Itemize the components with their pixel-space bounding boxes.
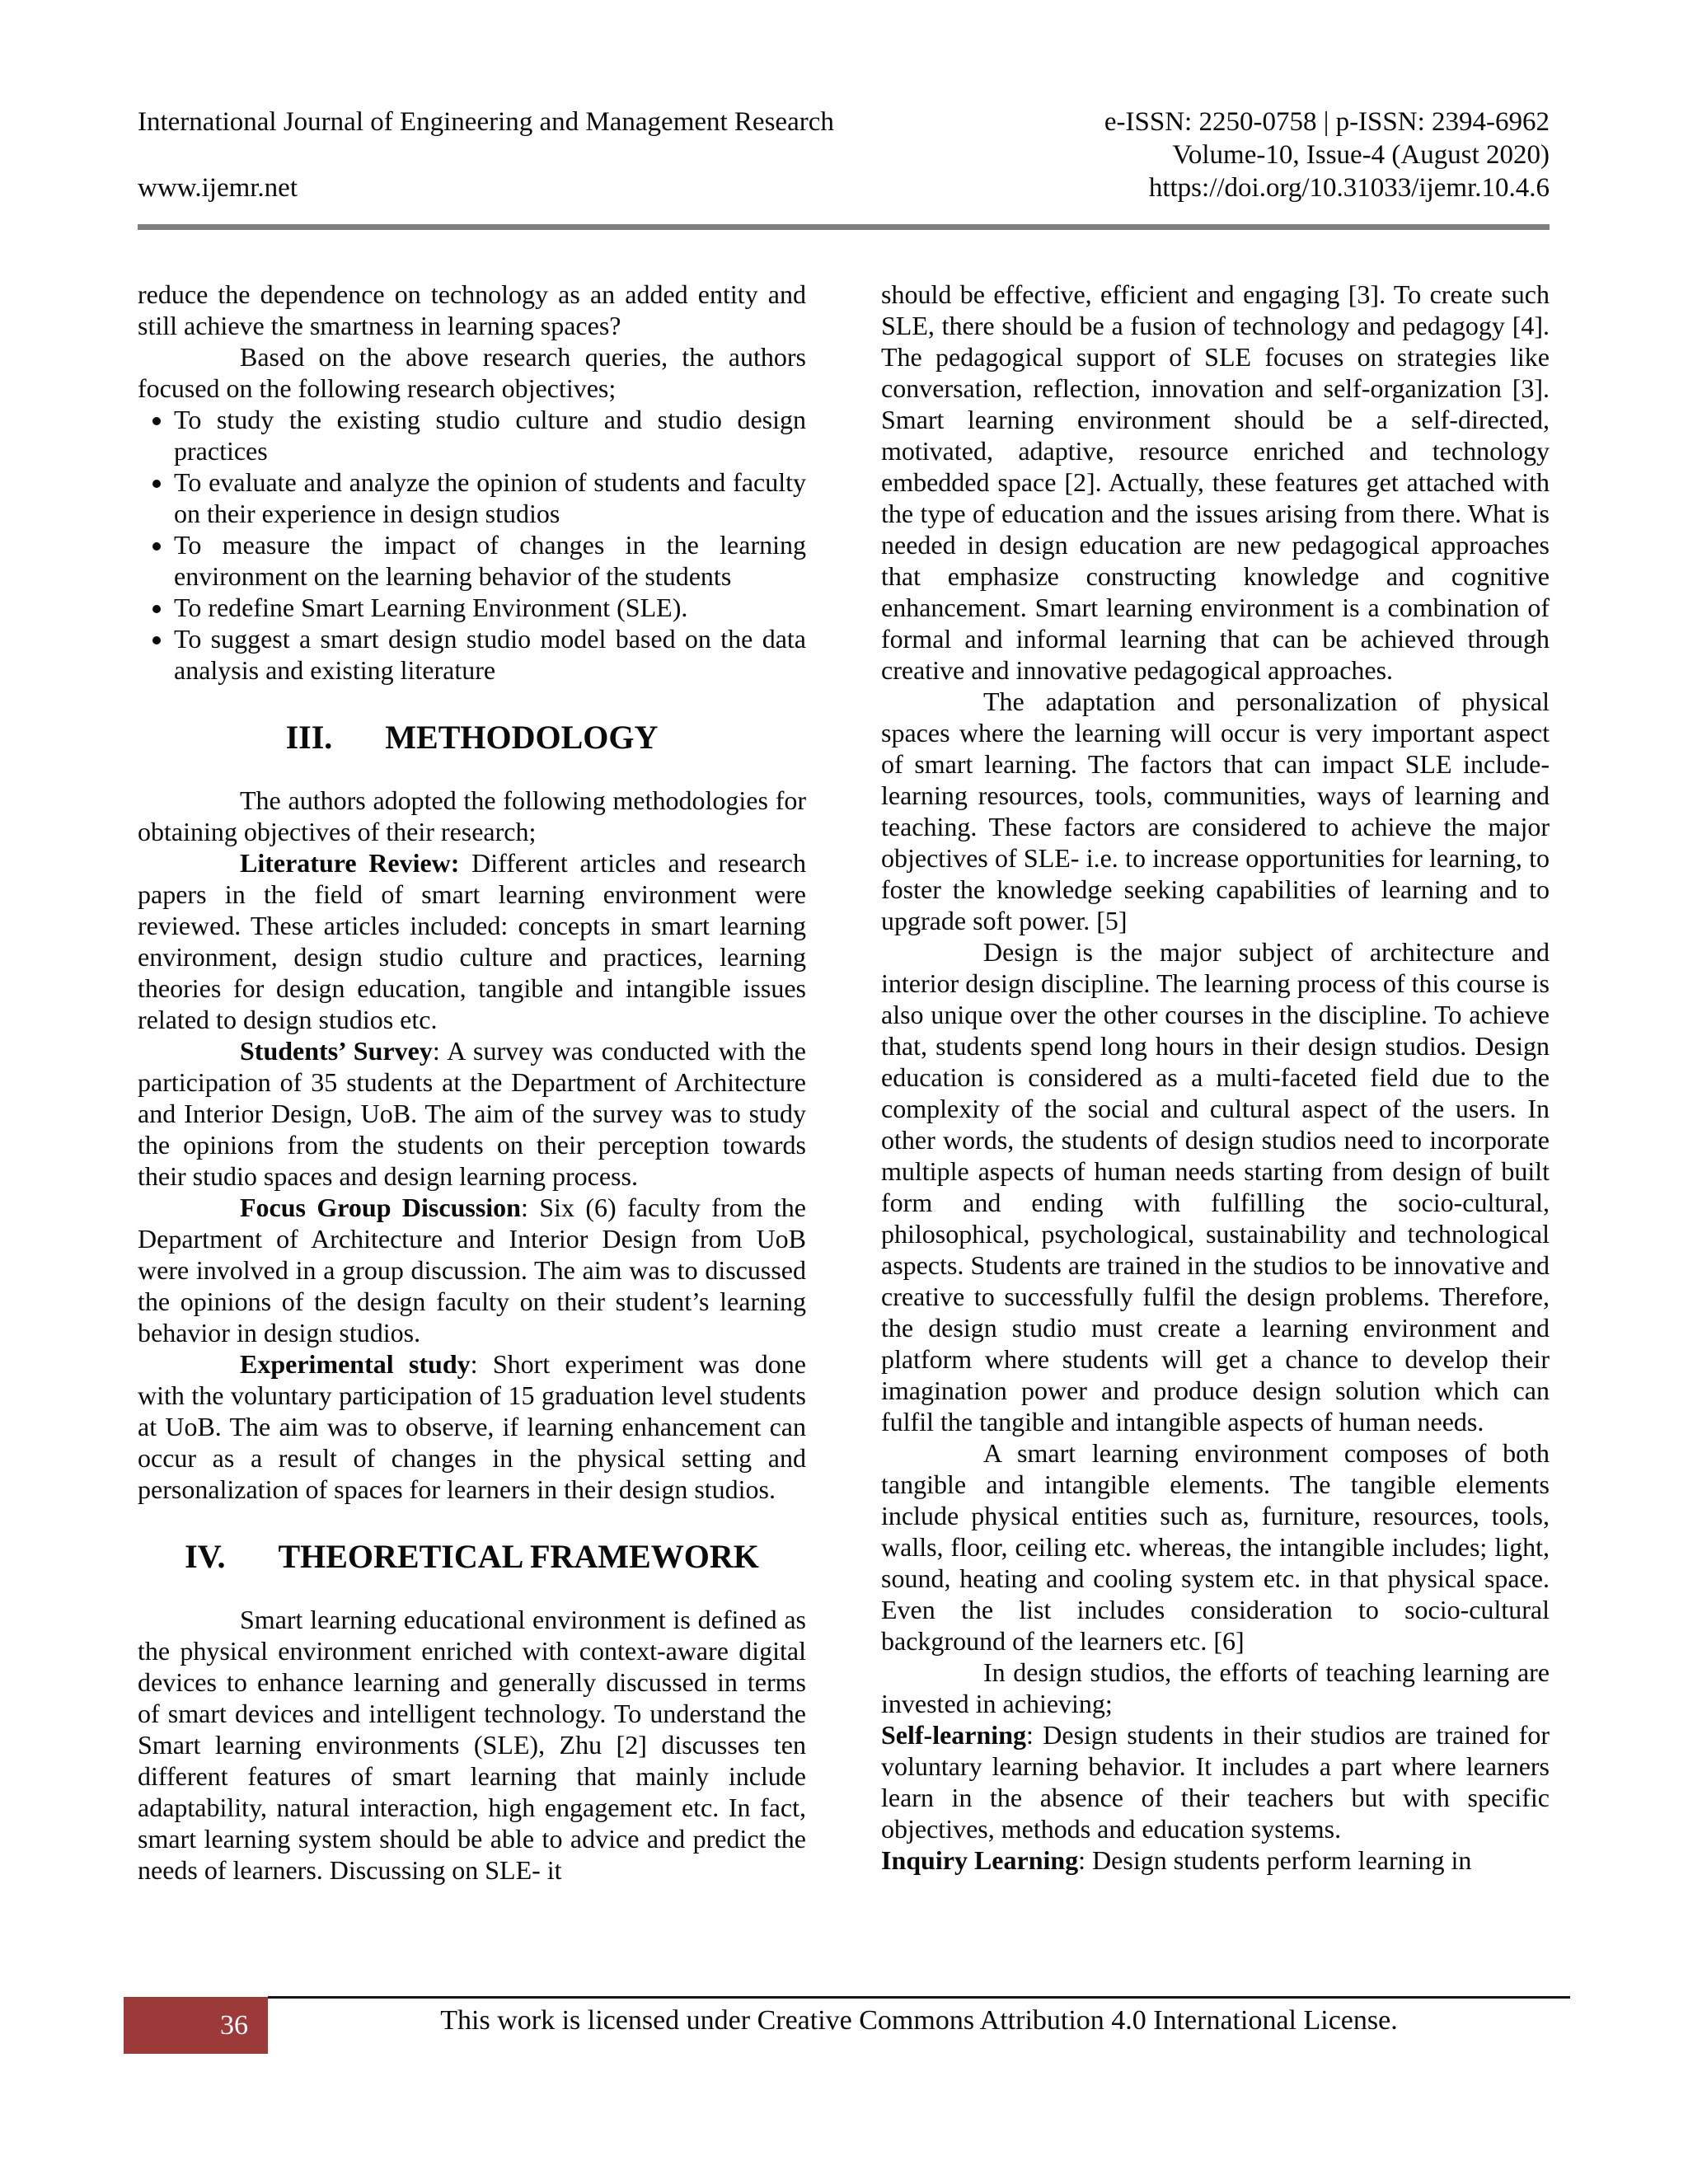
run-in-lead: Experimental study — [240, 1349, 471, 1379]
paragraph-adaptation: The adaptation and personalization of physical spaces where the learning will occur is very important aspect of smart learning. The factors that can impact SLE include- learning resources, tools, communities, ways of learning and teaching. These factors are considered to achieve the major objectives of SLE- i.e. to increase opportunities for learning, to foster the knowledge seeking capabilities of learning and to upgrade soft power. [5] — [881, 687, 1550, 935]
list-item: • To measure the impact of changes in the learning environment on the learning behavior of the students — [174, 529, 806, 592]
section-heading-methodology — [138, 719, 806, 757]
header-rule — [138, 224, 1550, 230]
section-heading-theoretical-framework — [138, 1538, 806, 1576]
left-column — [138, 279, 806, 1886]
section-title: THEORETICAL FRAMEWORK — [278, 1538, 759, 1575]
paragraph-tangible-intangible: A smart learning environment composes of both tangible and intangible elements. The tangible elements include physical entities such as, furniture, resources, tools, walls, floor, ceiling etc. whereas, the intangible includes; light, sound, heating and cooling system etc. in that physical space. Even the list includes consideration to socio-cultural background of the learners etc. [6] — [881, 1438, 1550, 1656]
right-column — [881, 279, 1550, 1886]
section-numeral: IV. — [185, 1538, 226, 1575]
journal-name: International Journal of Engineering and Management Research — [138, 107, 834, 137]
paragraph-self-learning — [881, 1719, 1550, 1844]
paragraph-smart-learning-definition: Smart learning educational environment is defined as the physical environment enriched with context-aware digital devices to enhance learning and generally discussed in terms of smart devices and intelligent technology. To understand the Smart learning environments (SLE), Zhu [2] discusses ten different features of smart learning that mainly include adaptability, natural interaction, high engagement etc. In fact, smart learning system should be able to advice and predict the needs of learners. Discussing on SLE- it — [138, 1605, 806, 1885]
license-text: This work is licensed under Creative Commons Attribution 4.0 International License. — [440, 2005, 1398, 2036]
website-link[interactable]: www.ijemr.net — [138, 173, 298, 203]
paragraph-text: : Six (6) faculty from the Department of Architecture and Interior Design from UoB were involved in a group discussion. The aim was to discussed the opinions of the design faculty on their student’s learning behavior in design studios. — [138, 1193, 807, 1347]
objectives-list — [138, 404, 806, 686]
paragraph-teaching-efforts: In design studios, the efforts of teaching learning are invested in achieving; — [881, 1657, 1550, 1718]
paragraph-text: Different articles and research papers in the field of smart learning environment were reviewed. These articles included: concepts in smart learning environment, design studio culture and practices, learning theories for design education, tangible and intangible issues related to design studios etc. — [138, 848, 807, 1034]
paragraph-text: : Short experiment was done with the voluntary participation of 15 graduation level students at UoB. The aim was to observe, if learning enhancement can occur as a result of changes in the physical setting and personalization of spaces for learners in their design studios. — [138, 1349, 807, 1504]
run-in-lead: Self-learning — [881, 1720, 1026, 1750]
paragraph-sle-features: should be effective, efficient and engaging [3]. To create such SLE, there should be a fusion of technology and pedagogy [4]. The pedagogical support of SLE focuses on strategies like conversation, reflection, innovation and self-organization [3]. Smart learning environment should be a self-directed, motivated, adaptive, resource enriched and technology embedded space [2]. Actually, these features get attached with the type of education and the issues arising from there. What is needed in design education are new pedagogical approaches that emphasize constructing knowledge and cognitive enhancement. Smart learning environment is a combination of formal and informal learning that can be achieved through creative and innovative pedagogical approaches. — [881, 279, 1550, 685]
header-row-1 — [138, 105, 1550, 138]
run-in-lead: Focus Group Discussion — [240, 1193, 521, 1222]
run-in-lead: Literature Review: — [240, 848, 460, 878]
header-row-3 — [138, 171, 1550, 204]
paragraph-focus-group — [138, 1192, 806, 1348]
footer-rule — [268, 1996, 1570, 1999]
paragraph-experimental-study — [138, 1348, 806, 1505]
list-item: • To redefine Smart Learning Environment (SLE). — [174, 592, 806, 623]
paragraph-objectives-intro: Based on the above research queries, the authors focused on the following research objectives; — [138, 342, 806, 403]
volume-line: Volume-10, Issue-4 (August 2020) — [1172, 140, 1550, 170]
page-number-badge — [124, 1997, 268, 2054]
paragraph-design-discipline: Design is the major subject of architecture and interior design discipline. The learning process of this course is also unique over the other courses in the discipline. To achieve that, students spend long hours in their design studios. Design education is considered as a multi-faceted field due to the complexity of the social and cultural aspect of the users. In other words, the students of design studios need to incorporate multiple aspects of human needs starting from design of built form and ending with fulfilling the socio-cultural, philosophical, psychological, sustainability and technological aspects. Students are trained in the studios to be innovative and creative to successfully fulfil the design problems. Therefore, the design studio must create a learning environment and platform where students will get a chance to develop their imagination power and produce design solution which can fulfil the tangible and intangible aspects of human needs. — [881, 937, 1550, 1436]
page-number: 36 — [220, 2009, 248, 2041]
list-item: • To evaluate and analyze the opinion of students and faculty on their experience in design studios — [174, 466, 806, 529]
page-header — [138, 105, 1550, 230]
paragraph-text: : Design students in their studios are trained for voluntary learning behavior. It includes a part where learners learn in the absence of their teachers but with specific objectives, methods and education systems. — [881, 1720, 1550, 1844]
section-numeral: III. — [285, 719, 333, 756]
paragraph-continued: reduce the dependence on technology as an added entity and still achieve the smartness in learning spaces? — [138, 279, 806, 340]
article-body — [138, 279, 1550, 1886]
paragraph-text: : Design students perform learning in — [1078, 1845, 1472, 1875]
list-item: • To suggest a smart design studio model based on the data analysis and existing literature — [174, 623, 806, 686]
header-row-2 — [138, 138, 1550, 171]
list-item: • To study the existing studio culture and studio design practices — [174, 404, 806, 466]
issn-line: e-ISSN: 2250-0758 | p-ISSN: 2394-6962 — [1104, 107, 1550, 137]
run-in-lead: Students’ Survey — [240, 1036, 433, 1066]
paragraph-text: : A survey was conducted with the participation of 35 students at the Department of Architecture and Interior Design, UoB. The aim of the survey was to study the opinions from the students on their perception towards their studio spaces and design learning process. — [138, 1036, 807, 1191]
paragraph-students-survey — [138, 1035, 806, 1192]
doi-link[interactable]: https://doi.org/10.31033/ijemr.10.4.6 — [1148, 173, 1550, 203]
run-in-lead: Inquiry Learning — [881, 1845, 1079, 1875]
paragraph-literature-review — [138, 847, 806, 1035]
paragraph-methodologies: The authors adopted the following methodologies for obtaining objectives of their research; — [138, 785, 806, 846]
section-title: METHODOLOGY — [385, 719, 659, 756]
paragraph-inquiry-learning — [881, 1844, 1550, 1876]
